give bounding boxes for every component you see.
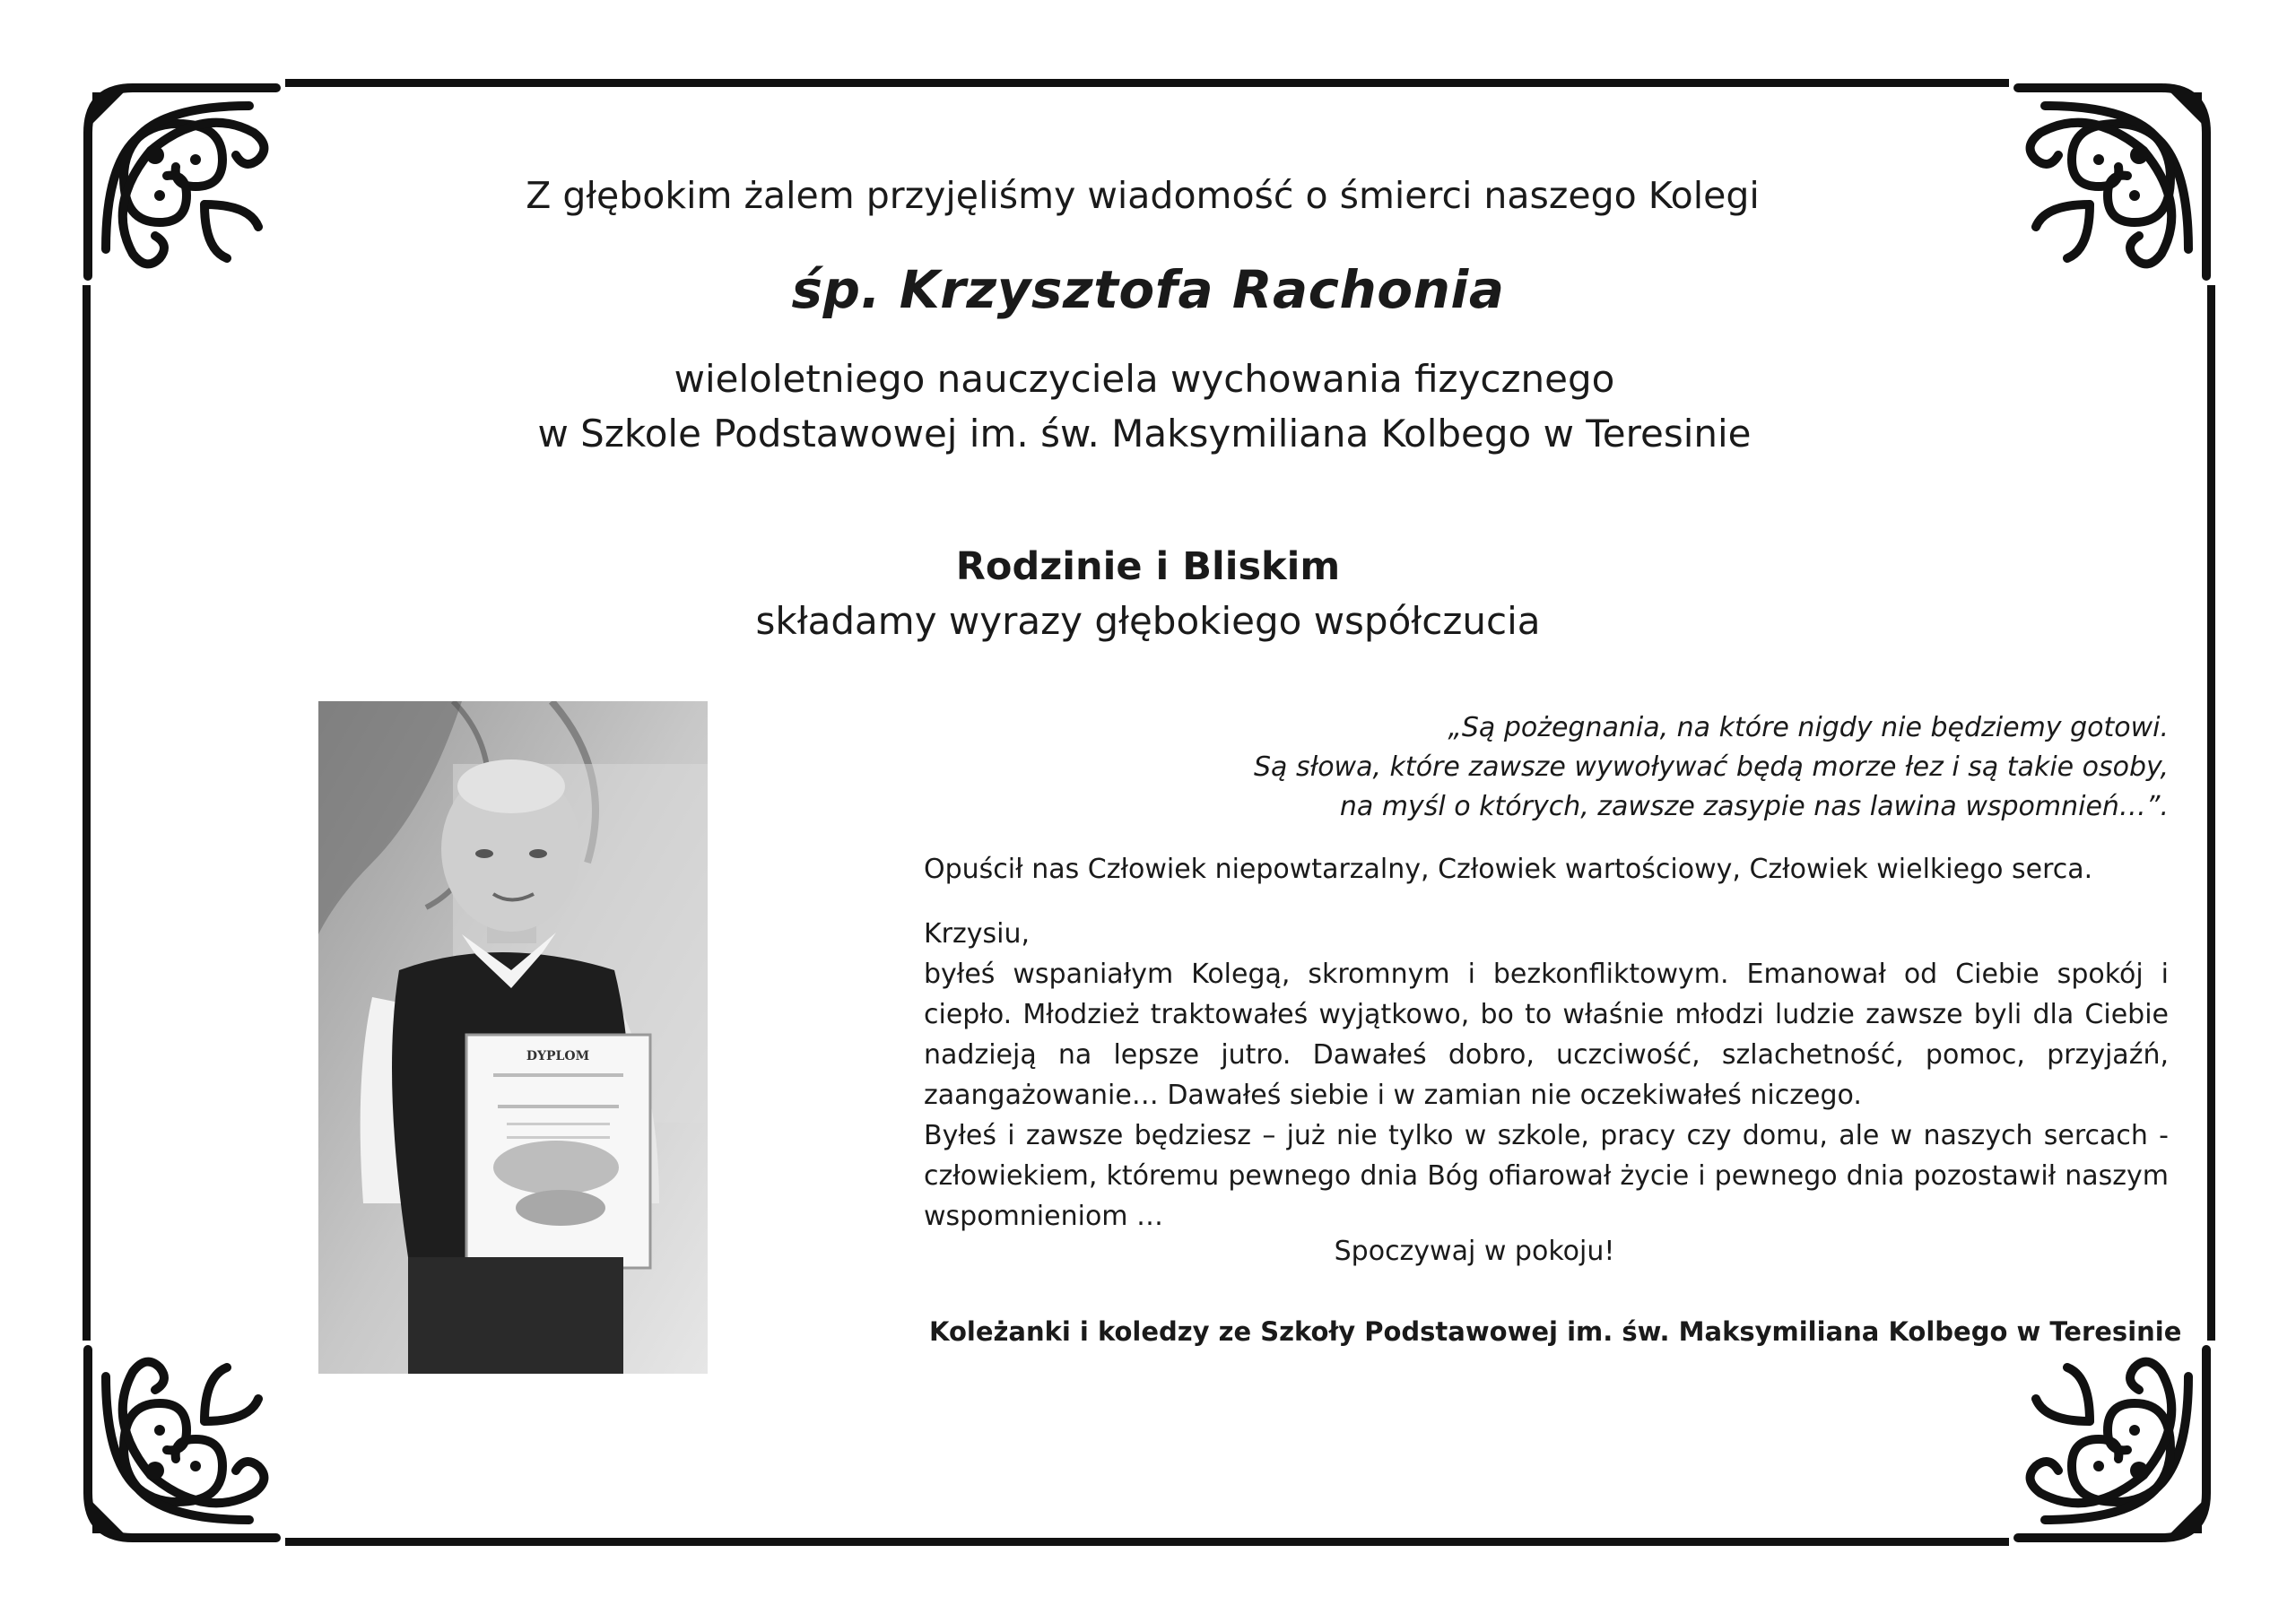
quote-line: „Są pożegnania, na które nigdy nie będziemy gotowi. bbox=[1448, 712, 2169, 743]
rest-in-peace: Spoczywaj w pokoju! bbox=[1334, 1236, 1615, 1267]
ornament-corner-bottom-right-icon bbox=[2009, 1341, 2224, 1556]
body-paragraph-3: Byłeś i zawsze będziesz – już nie tylko w szkole, pracy czy domu, ale w naszych sercach - człowiekiem, któremu pewnego dnia Bóg ofiarował życie i pewnego dnia pozostawił naszym wspomnieniom … bbox=[924, 1120, 2169, 1232]
body-paragraph-2: byłeś wspaniałym Kolegą, skromnym i bezkonfliktowym. Emanował od Ciebie spokój i ciepło. Młodzież traktowałeś wyjątkowo, bo to właśnie młodzi ludzie zawsze byli dla Ciebie nadzieją na lepsze jutro. Dawałeś dobro, uczciwość, szlachetność, pomoc, przyjaźń, zaangażowanie… Dawałeś siebie i w zamian nie oczekiwałeś niczego. bbox=[924, 959, 2169, 1111]
diploma-title: DYPLOM bbox=[526, 1049, 590, 1063]
body-letter bbox=[924, 914, 2169, 1237]
quote-line: Są słowa, które zawsze wywoływać będą morze łez i są takie osoby, bbox=[1254, 751, 2169, 783]
deceased-name: śp. Krzysztofa Rachonia bbox=[791, 259, 1505, 320]
memorial-quote bbox=[924, 708, 2169, 827]
salutation: Krzysiu, bbox=[924, 918, 1031, 950]
condolences-text: składamy wyrazy głębokiego współczucia bbox=[755, 599, 1541, 643]
role-line-2: w Szkole Podstawowej im. św. Maksymiliana Kolbego w Teresinie bbox=[537, 412, 1752, 456]
portrait-photo bbox=[318, 701, 708, 1374]
body-paragraph-1: Opuścił nas Człowiek niepowtarzalny, Człowiek wartościowy, Człowiek wielkiego serca. bbox=[924, 854, 2093, 885]
condolences-title: Rodzinie i Bliskim bbox=[955, 544, 1341, 589]
intro-line: Z głębokim żalem przyjęliśmy wiadomość o śmierci naszego Kolegi bbox=[526, 174, 1760, 217]
signature: Koleżanki i koledzy ze Szkoły Podstawowej im. św. Maksymiliana Kolbego w Teresinie bbox=[929, 1316, 2182, 1347]
role-line-1: wieloletniego nauczyciela wychowania fizycznego bbox=[674, 357, 1615, 401]
ornament-corner-bottom-left-icon bbox=[70, 1341, 285, 1556]
quote-line: na myśl o których, zawsze zasypie nas lawina wspomnień…”. bbox=[1339, 791, 2169, 822]
